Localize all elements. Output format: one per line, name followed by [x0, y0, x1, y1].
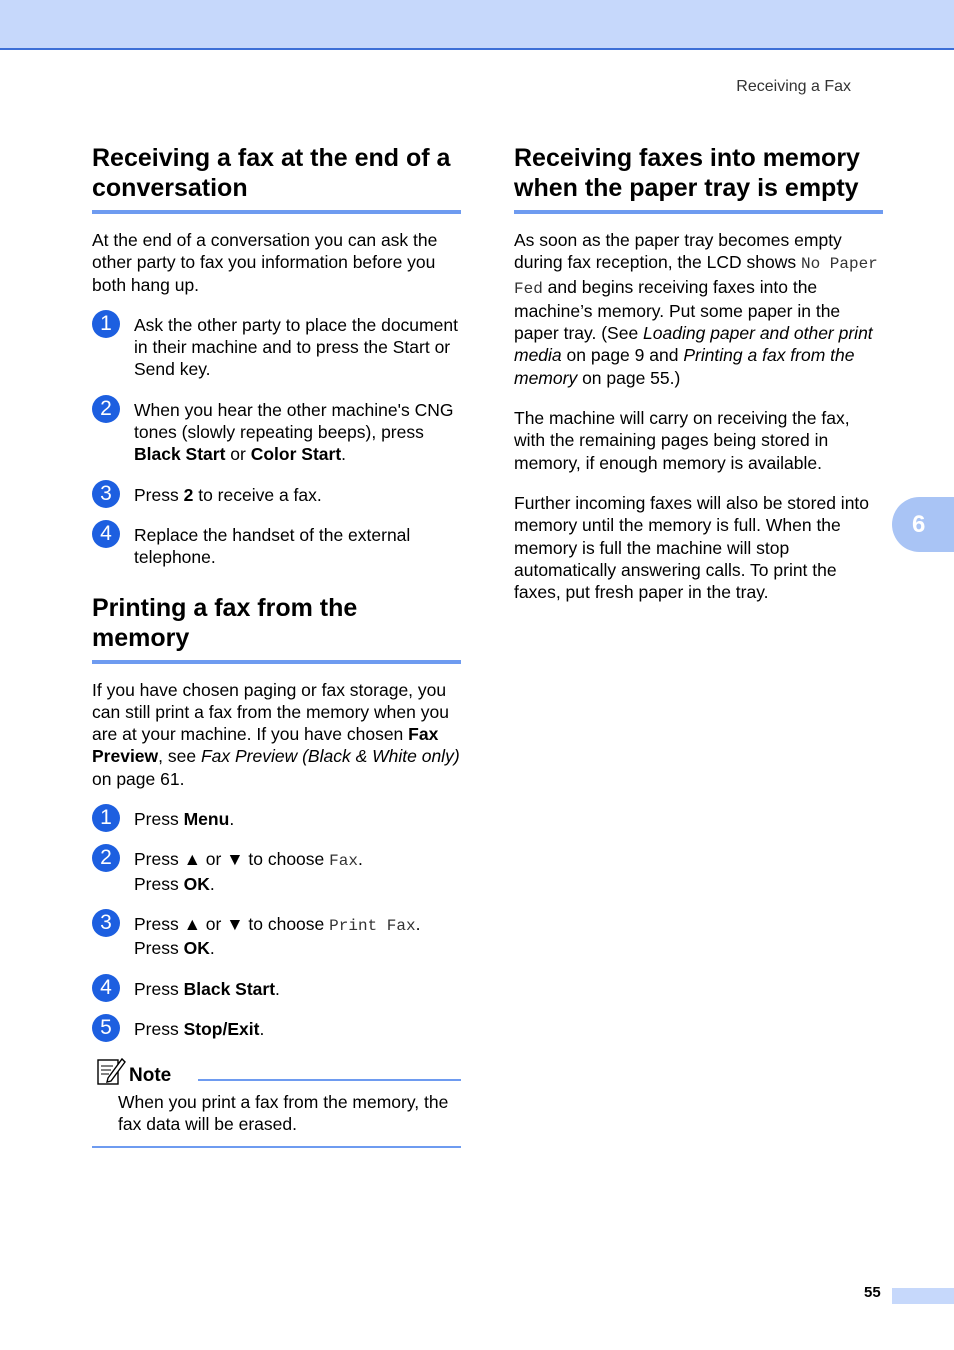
note-title: Note — [129, 1065, 172, 1087]
step-text: to receive a fax. — [193, 484, 322, 505]
step-text: . — [209, 938, 215, 959]
chapter-tab: 6 — [892, 497, 954, 552]
step-number-badge: 4 — [92, 520, 120, 548]
intro-text: , see — [158, 746, 201, 767]
intro-text: If you have chosen paging or fax storage, you can still print a fax from the memory when you are at your machine. If you have chosen — [92, 679, 449, 745]
step-item — [92, 311, 461, 381]
step-item — [92, 481, 461, 506]
step-text: . — [259, 1018, 265, 1039]
step-text: Ask the other party to place the document in their machine and to press the Start or Send key. — [134, 314, 458, 380]
section-body — [514, 229, 883, 603]
note-pencil-icon — [96, 1056, 126, 1091]
cross-reference: Fax Preview (Black & White only) — [200, 746, 460, 767]
step-item — [92, 521, 461, 569]
paragraph-text: on page 9 and — [561, 345, 684, 366]
step-text: . — [357, 849, 363, 870]
paragraph-text: As soon as the paper tray becomes empty during fax reception, the LCD shows — [514, 230, 842, 273]
top-header-band — [0, 0, 954, 50]
step-number-badge: 3 — [92, 909, 120, 937]
intro-text: on page 61. — [92, 768, 185, 789]
step-number-badge: 3 — [92, 480, 120, 508]
step-number-badge: 1 — [92, 804, 120, 832]
step-text: Press ▲ or ▼ to choose — [134, 913, 330, 934]
section-print-from-memory — [92, 593, 461, 1148]
note-header — [92, 1058, 461, 1088]
section-body — [92, 679, 461, 790]
page-number: 55 — [864, 1284, 881, 1301]
section-title-receive-end-conversation: Receiving a fax at the end of a conversation — [92, 143, 461, 214]
running-header: Receiving a Fax — [736, 78, 851, 95]
step-text: Press — [134, 1018, 184, 1039]
step-item — [92, 848, 461, 895]
step-number-badge: 2 — [92, 844, 120, 872]
step-text: . — [341, 444, 347, 465]
key-label: Menu — [183, 809, 230, 830]
step-text: When you hear the other machine's CNG tones (slowly repeating beeps), press — [134, 399, 454, 443]
note-box — [92, 1058, 461, 1148]
key-label: Stop/Exit — [183, 1018, 260, 1039]
step-number-badge: 5 — [92, 1014, 120, 1042]
steps-list — [92, 311, 461, 569]
key-label: OK — [183, 938, 210, 959]
step-item — [92, 396, 461, 466]
note-divider — [198, 1079, 461, 1081]
paragraph-text: and begins receiving faxes into the machine’s memory. Put some paper in the paper tray. (See — [514, 276, 841, 344]
key-label: 2 — [183, 484, 194, 505]
step-item — [92, 1015, 461, 1040]
paragraph: The machine will carry on receiving the fax, with the remaining pages being stored in memory, if enough memory is available. — [514, 408, 850, 473]
section-title-print-from-memory: Printing a fax from the memory — [92, 593, 461, 664]
step-text: Replace the handset of the external telephone. — [134, 524, 411, 568]
key-label: Black Start — [183, 978, 276, 999]
step-text: . — [275, 978, 280, 999]
left-column — [92, 143, 461, 1148]
step-number-badge: 1 — [92, 310, 120, 338]
paragraph-text: on page 55.) — [577, 367, 681, 388]
note-body: When you print a fax from the memory, the fax data will be erased. — [118, 1092, 449, 1135]
lcd-text: No Paper Fed — [514, 255, 878, 298]
step-text: Press — [134, 978, 184, 999]
section-intro — [92, 679, 461, 790]
right-column — [514, 143, 883, 603]
lcd-text: Fax — [329, 852, 358, 871]
cross-reference: Printing a fax from the memory — [514, 345, 855, 388]
cross-reference: Loading paper and other print media — [514, 323, 873, 366]
step-number-badge: 4 — [92, 974, 120, 1002]
key-label: Black Start — [134, 444, 226, 465]
step-item — [92, 975, 461, 1000]
key-label: OK — [183, 873, 210, 894]
key-label: Color Start — [250, 444, 342, 465]
lcd-text: Print Fax — [329, 916, 416, 935]
section-body — [92, 229, 461, 296]
step-text: . — [229, 809, 235, 830]
step-number-badge: 2 — [92, 395, 120, 423]
step-text: or — [225, 444, 251, 465]
paragraph: Further incoming faxes will also be stored into memory until the memory is full. When the memory is full the machine will stop automatically answering calls. To print the faxes, put fresh paper in the tray. — [514, 492, 870, 603]
step-text: . — [209, 873, 215, 894]
step-text: Press — [134, 484, 184, 505]
step-text: Press — [134, 873, 184, 894]
step-text: . — [415, 913, 421, 934]
section-title-memory-receive: Receiving faxes into memory when the paper tray is empty — [514, 143, 883, 214]
footer-bar — [892, 1288, 954, 1304]
step-text: Press — [134, 938, 184, 959]
paragraph — [514, 229, 883, 389]
section-intro: At the end of a conversation you can ask the other party to fax you information before you both hang up. — [92, 230, 438, 295]
step-text: Press ▲ or ▼ to choose — [134, 849, 330, 870]
steps-list — [92, 808, 461, 1040]
step-text: Press — [134, 809, 184, 830]
step-item — [92, 910, 461, 960]
step-item — [92, 808, 461, 830]
key-label: Fax Preview — [92, 724, 439, 767]
